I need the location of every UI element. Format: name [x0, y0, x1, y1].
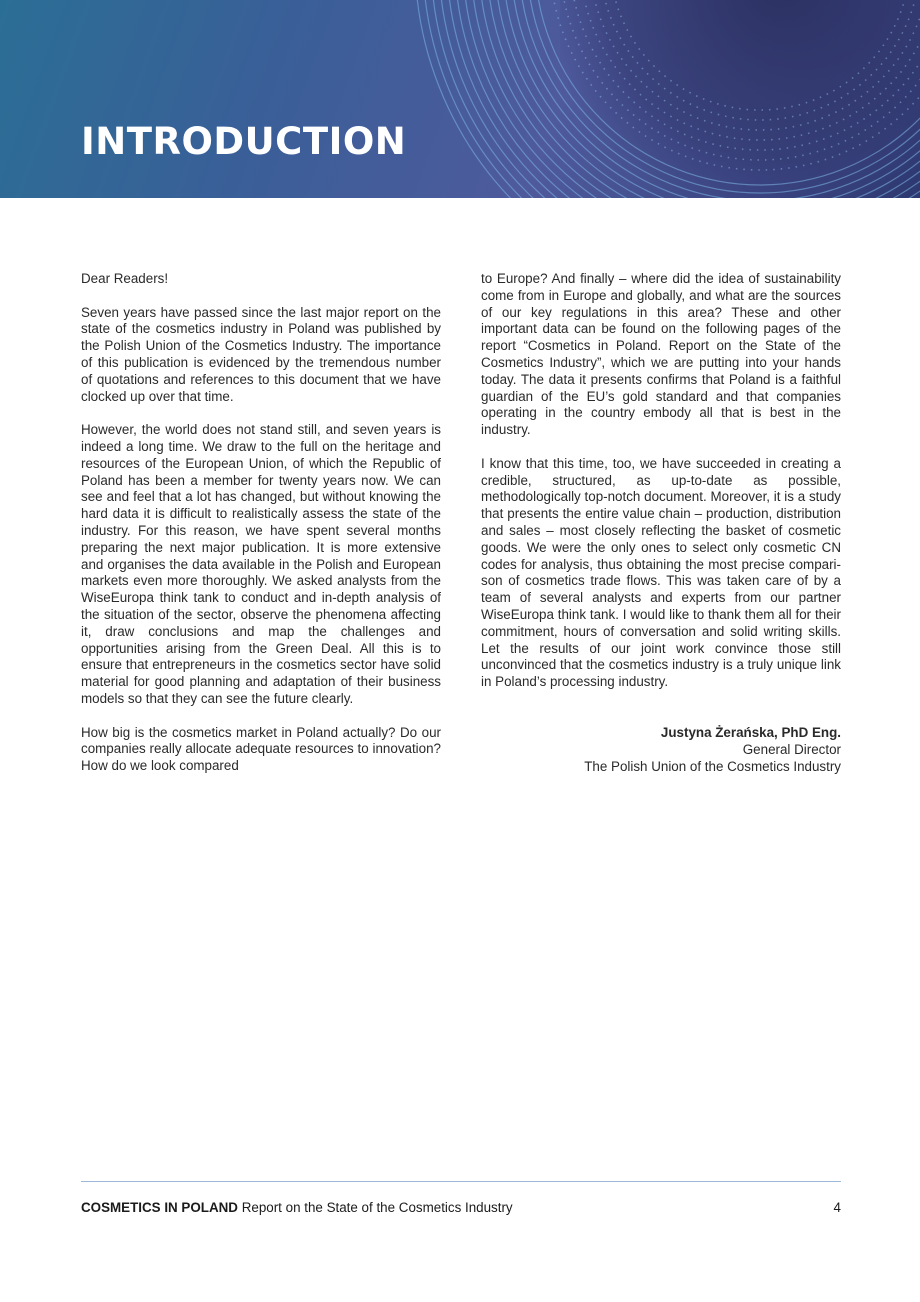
- paragraph: Seven years have passed since the last major report on the state of the cosmetics industry in Poland was published by the Polish Union of the Cosmetics Industry. The importance of this publication is evidenced by the tremendous number of quotations and references to this document that we have clocked up over that time.: [81, 304, 441, 404]
- footer-divider: [81, 1181, 841, 1182]
- signatory-position: General Director: [742, 741, 841, 757]
- footer-brand: COSMETICS IN POLAND: [81, 1200, 238, 1215]
- paragraph: to Europe? And finally – where did the idea of sustainability come from in Europe and globally, and what are the sources of our key regulations in this area? These and other important data can be found on the following pages of the report “Cosmetics in Poland. Report on the State of the Cosmetics Industry”, which we are putting into your hands today. The data it presents confirms that Poland is a faithful guardian of the EU’s gold standard and that companies operating in the country embody all that is best in the industry.: [481, 271, 841, 438]
- page-title: INTRODUCTION: [81, 120, 407, 163]
- paragraph: However, the world does not stand still, and seven years is indeed a long time. We draw to the full on the heritage and resources of the European Union, of which the Republic of Poland has been a member for twenty years now. We can see and feel that a lot has changed, but without knowing the hard data it is difficult to realistically assess the state of the industry. For this reason, we have spent several months preparing the next major publication. It is more extensive and organises the data available in the Polish and European markets even more thoroughly. We asked analysts from the WiseEuropa think tank to conduct and in-depth analysis of the situation of the sector, observe the phenomena affecting it, draw conclusions and map the challenges and opportunities arising from the Green Deal. All this is to ensure that entrepreneurs in the cosmetics sector have solid material for good planning and adaptation of their business models so that they can see the future clearly.: [81, 422, 441, 706]
- footer-subtitle: Report on the State of the Cosmetics Industry: [237, 1200, 513, 1215]
- paragraph: How big is the cosmetics market in Poland actually? Do our companies really allocate adequate resources to innovation? How do we look compared: [81, 724, 441, 774]
- decorative-arcs: [0, 0, 920, 198]
- page-number: 4: [833, 1200, 841, 1215]
- greeting: Dear Readers!: [81, 271, 169, 286]
- footer: [81, 1199, 841, 1217]
- signatory-name: Justyna Żerańska, PhD Eng.: [660, 724, 841, 740]
- signatory-organization: The Polish Union of the Cosmetics Industry: [584, 758, 841, 774]
- left-column: [81, 271, 441, 775]
- signature-block: [481, 725, 841, 775]
- paragraph: I know that this time, too, we have succeeded in creating a credible, structured, as up-to-date as possible, methodologically top-notch document. Moreover, it is a study that presents the entire value chain – production, distribution and sales – most closely reflecting the basket of cosmetic goods. We were the only ones to select only cosmetic CN codes for analysis, thus obtaining the most precise comparison of cosmetics trade flows. This was taken care of by a team of several analysts and experts from our partner WiseEuropa think tank. I would like to thank them all for their commitment, hours of conversation and solid writing skills. Let the results of our joint work convince those still unconvinced that the cosmetics industry is a truly unique link in Poland’s processing industry.: [481, 455, 841, 690]
- right-column: [481, 271, 841, 775]
- header-banner: [0, 0, 920, 198]
